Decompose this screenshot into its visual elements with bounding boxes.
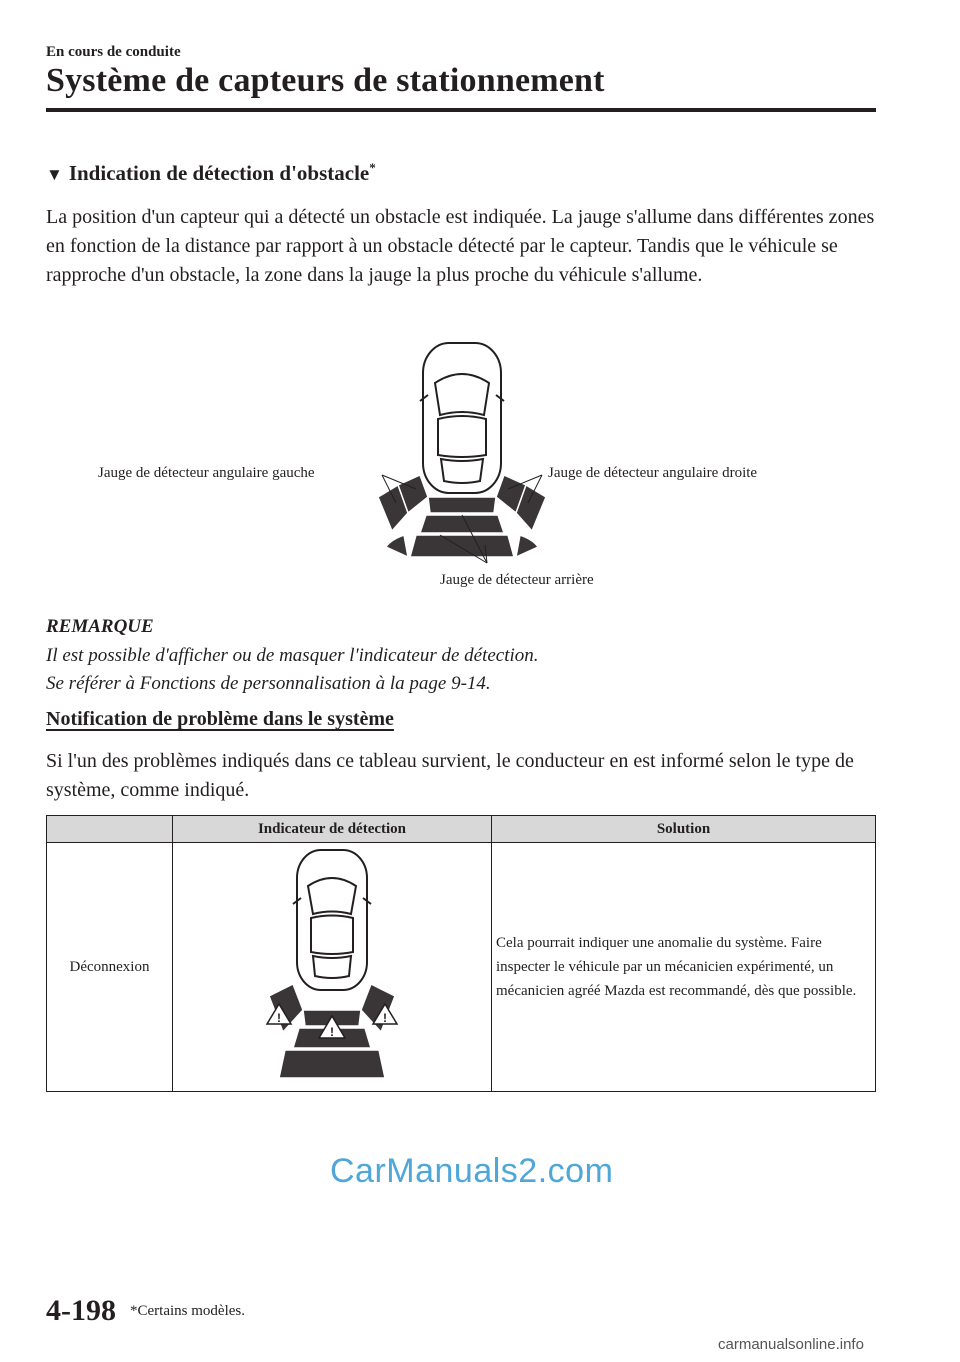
table-header-blank bbox=[47, 816, 173, 843]
remark-line-1: Il est possible d'afficher ou de masquer l'indicateur de détection. bbox=[46, 645, 539, 666]
left-gauge-label: Jauge de détecteur angulaire gauche bbox=[98, 465, 315, 481]
section-heading-text: Indication de détection d'obstacle bbox=[68, 161, 370, 185]
right-gauge-label: Jauge de détecteur angulaire droite bbox=[548, 465, 758, 481]
table-header-indicator: Indicateur de détection bbox=[173, 816, 492, 843]
disconnection-indicator-illustration bbox=[257, 846, 407, 1084]
rear-gauge-label: Jauge de détecteur arrière bbox=[440, 572, 594, 588]
site-watermark: carmanualsonline.info bbox=[718, 1336, 864, 1353]
remark-heading: REMARQUE bbox=[46, 616, 154, 637]
svg-text:!: ! bbox=[330, 1024, 334, 1039]
svg-text:!: ! bbox=[277, 1010, 281, 1025]
triangle-icon: ▼ bbox=[46, 165, 63, 184]
footnote: *Certains modèles. bbox=[130, 1303, 245, 1319]
detection-figure bbox=[90, 335, 830, 605]
table-cell-solution: Cela pourrait indiquer une anomalie du système. Faire inspecter le véhicule par un mécanicien expérimenté, un mécanicien agréé Mazda est recommandé, dès que possible. bbox=[492, 843, 876, 1092]
section-heading bbox=[46, 160, 376, 186]
remark-line-2: Se référer à Fonctions de personnalisation à la page 9-14. bbox=[46, 673, 491, 694]
page-title: Système de capteurs de stationnement bbox=[46, 62, 605, 99]
detection-paragraph: La position d'un capteur qui a détecté un obstacle est indiquée. La jauge s'allume dans différentes zones en fonction de la distance par rapport à un obstacle détecté par le capteur. Tandis que le véhicule se rapproche d'un obstacle, la zone dans la jauge la plus proche du véhicule s'allume. bbox=[46, 206, 875, 286]
car-top-view-small bbox=[293, 850, 371, 990]
page-number: 4-198 bbox=[46, 1294, 116, 1327]
table-header-solution: Solution bbox=[492, 816, 876, 843]
asterisk-mark: * bbox=[369, 160, 376, 175]
title-rule bbox=[46, 108, 876, 112]
table-cell-indicator bbox=[173, 843, 492, 1092]
problem-table bbox=[46, 815, 876, 1092]
notification-paragraph: Si l'un des problèmes indiqués dans ce tableau survient, le conducteur en est informé selon le type de système, comme indiqué. bbox=[46, 750, 854, 801]
watermark-text: CarManuals2.com bbox=[330, 1152, 614, 1190]
table-header-row bbox=[47, 816, 876, 843]
car-top-view bbox=[420, 343, 504, 493]
notification-heading: Notification de problème dans le système bbox=[46, 708, 394, 730]
chapter-label: En cours de conduite bbox=[46, 44, 181, 60]
table-row bbox=[47, 843, 876, 1092]
svg-text:!: ! bbox=[383, 1010, 387, 1025]
table-cell-condition: Déconnexion bbox=[47, 843, 173, 1092]
